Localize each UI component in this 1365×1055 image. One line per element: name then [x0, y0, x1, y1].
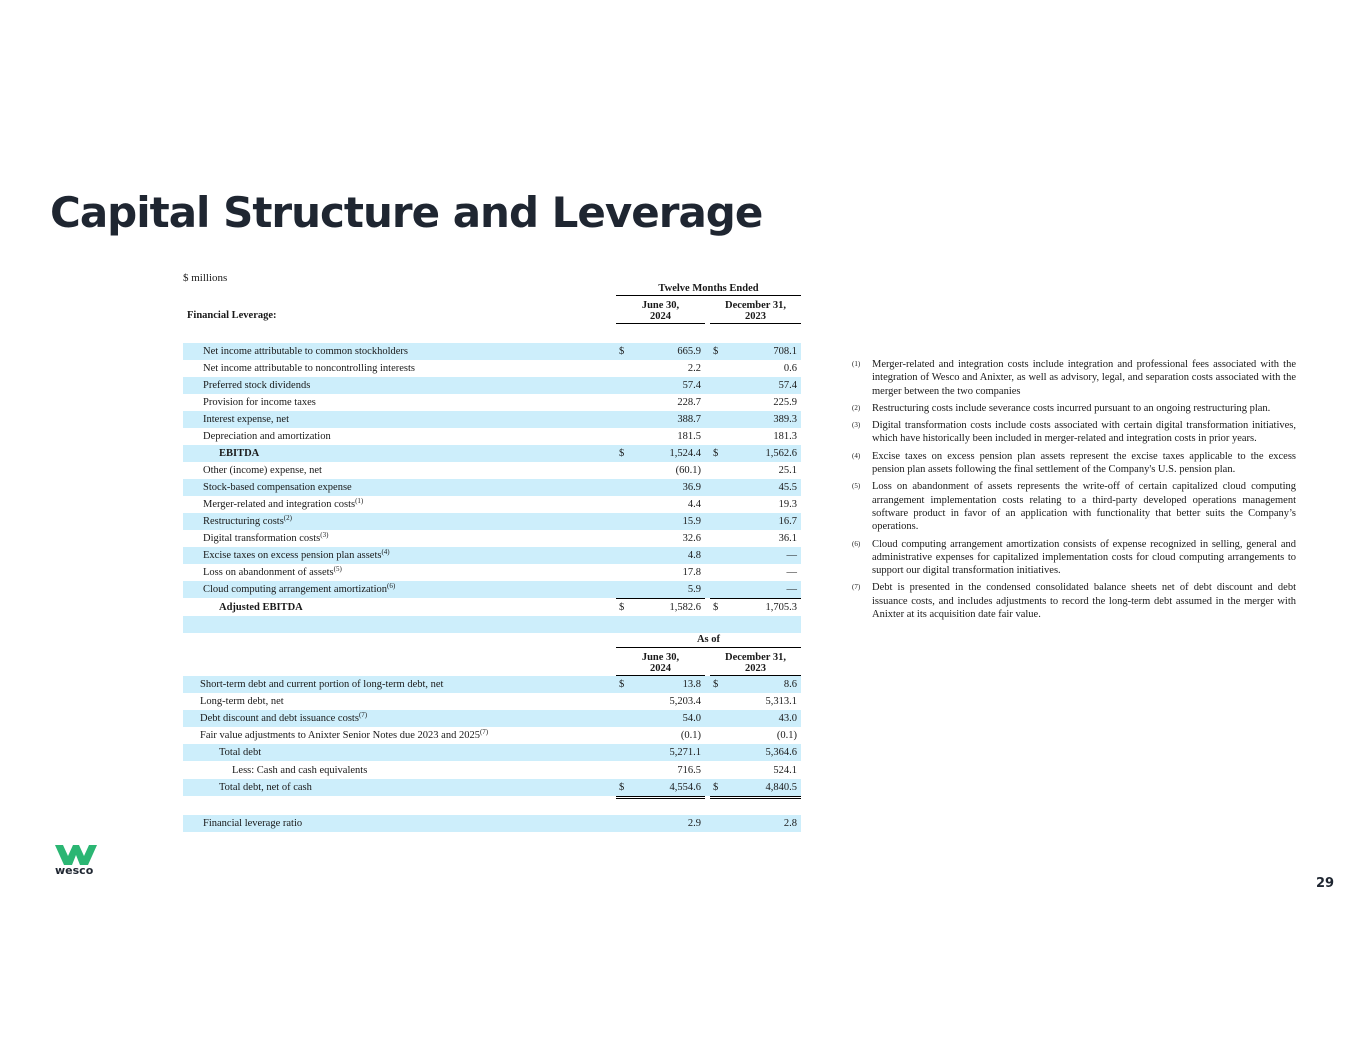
leverage-period-header: Twelve Months Ended	[658, 283, 759, 294]
value-col-2	[710, 744, 801, 761]
footnote-ref: (4)	[381, 548, 390, 556]
cell-value: 181.5	[677, 431, 701, 442]
header-rule	[616, 647, 801, 648]
row-label: Loss on abandonment of assets$^{(5)}$	[203, 565, 342, 578]
currency-symbol: $	[713, 346, 719, 357]
cell-value: 5.9	[687, 584, 701, 595]
value-col-1	[616, 377, 705, 394]
value-col-2	[710, 445, 801, 462]
value-col-2	[710, 462, 801, 479]
cell-value: 5,203.4	[669, 696, 701, 707]
value-col-1	[616, 727, 705, 745]
value-col-1	[616, 581, 705, 599]
leverage-row	[183, 599, 801, 616]
value-col-1	[616, 360, 705, 377]
cell-value: 2.9	[687, 818, 701, 829]
footnote-ref: (6)	[387, 582, 396, 590]
currency-symbol: $	[619, 782, 625, 793]
cell-value: 1,562.6	[765, 448, 797, 459]
leverage-row	[183, 513, 801, 530]
leverage-row	[183, 360, 801, 377]
cell-value: 8.6	[783, 679, 797, 690]
cell-value: 16.7	[778, 516, 797, 527]
cell-value: (0.1)	[680, 730, 701, 741]
leverage-row	[183, 343, 801, 360]
cell-value: 225.9	[773, 397, 797, 408]
row-label: Digital transformation costs$^{(3)}$	[203, 531, 329, 544]
debt-row	[183, 744, 801, 761]
cell-value: 57.4	[778, 380, 797, 391]
cell-value: 2.8	[783, 818, 797, 829]
value-col-2	[710, 428, 801, 446]
currency-symbol: $	[713, 782, 719, 793]
footnote-number: (4)	[852, 451, 861, 460]
cell-value: —	[786, 584, 797, 595]
row-label: Excise taxes on excess pension plan assets$^{(4)}$	[203, 548, 390, 561]
leverage-row	[183, 411, 801, 428]
cell-value: 1,582.6	[669, 602, 701, 613]
page-number: 29	[1316, 876, 1335, 891]
value-col-2	[710, 693, 801, 710]
footnote-text: Excise taxes on excess pension plan assets represent the excise taxes applicable to the excess pension plan assets following the final settlement of the Company's U.S. pension plan.	[872, 450, 1296, 476]
row-label: Long-term debt, net	[200, 696, 284, 707]
footnote	[852, 358, 1296, 398]
cell-value: 5,364.6	[765, 747, 797, 758]
cell-value: 2.2	[687, 363, 701, 374]
cell-value: 389.3	[773, 414, 797, 425]
value-col-1	[616, 564, 705, 581]
cell-value: 4,554.6	[669, 782, 701, 793]
debt-col2-header: December 31, 2023	[724, 652, 787, 674]
footnote	[852, 419, 1296, 446]
cell-value: 665.9	[677, 346, 701, 357]
currency-symbol: $	[619, 602, 625, 613]
value-col-1	[616, 676, 705, 693]
value-col-1	[616, 710, 705, 727]
currency-symbol: $	[713, 448, 719, 459]
footnote-text: Loss on abandonment of assets represents the write-off of certain capitalized cloud computing arrangement implementation costs relating to a third-party developed operations management software product in favor of an application with functionality that better suits the Company’s operations.	[872, 481, 1296, 533]
cell-value: 13.8	[682, 679, 701, 690]
value-col-1	[616, 547, 705, 564]
currency-symbol: $	[619, 448, 625, 459]
value-col-2	[710, 394, 801, 411]
cell-value: 36.1	[778, 533, 797, 544]
value-col-2	[710, 581, 801, 599]
cell-value: 45.5	[778, 482, 797, 493]
debt-row	[183, 710, 801, 727]
leverage-col1-header: June 30, 2024	[641, 300, 680, 322]
value-col-1	[616, 394, 705, 411]
footnote-ref: (3)	[320, 531, 329, 539]
value-col-1	[616, 779, 705, 799]
debt-row	[183, 693, 801, 710]
value-col-1	[616, 428, 705, 446]
financial-leverage-label: Financial Leverage:	[187, 310, 277, 321]
cell-value: —	[786, 550, 797, 561]
row-label: Restructuring costs$^{(2)}$	[203, 514, 292, 527]
value-col-1	[616, 445, 705, 462]
row-label: Net income attributable to noncontrolling interests	[203, 363, 415, 374]
footnote-ref: (5)	[333, 565, 342, 573]
value-col-2	[710, 343, 801, 360]
leverage-row	[183, 428, 801, 445]
currency-symbol: $	[619, 346, 625, 357]
cell-value: 716.5	[677, 765, 701, 776]
value-col-1	[616, 496, 705, 513]
value-col-1	[616, 815, 705, 832]
row-label: Other (income) expense, net	[203, 465, 322, 476]
cell-value: —	[786, 567, 797, 578]
row-label: Total debt, net of cash	[219, 782, 312, 793]
logo-text: wesco	[55, 864, 94, 877]
value-col-2	[710, 762, 801, 780]
value-col-2	[710, 676, 801, 693]
value-col-2	[710, 411, 801, 428]
value-col-1	[616, 479, 705, 496]
value-col-1	[616, 693, 705, 710]
footnote-number: (6)	[852, 539, 861, 548]
row-label: Merger-related and integration costs$^{(1)}$	[203, 497, 364, 510]
cell-value: 4.8	[687, 550, 701, 561]
cell-value: 57.4	[682, 380, 701, 391]
cell-value: 1,524.4	[669, 448, 701, 459]
leverage-row	[183, 496, 801, 513]
row-label: Less: Cash and cash equivalents	[232, 765, 368, 776]
debt-row	[183, 727, 801, 744]
leverage-row	[183, 445, 801, 462]
footnote-ref: (7)	[479, 728, 489, 736]
spacer-row	[183, 616, 801, 633]
footnote-ref: (7)	[358, 711, 368, 719]
value-col-2	[710, 815, 801, 832]
footnote-number: (7)	[852, 583, 861, 592]
value-col-2	[710, 779, 801, 799]
footnote-ref: (1)	[355, 497, 364, 505]
leverage-col2-header: December 31, 2023	[724, 300, 787, 322]
wesco-logo-icon	[55, 845, 97, 865]
footnote-number: (5)	[852, 482, 861, 491]
leverage-row	[183, 377, 801, 394]
row-label: Interest expense, net	[203, 414, 290, 425]
cell-value: 1,705.3	[765, 602, 797, 613]
footnote	[852, 450, 1296, 477]
cell-value: 25.1	[778, 465, 797, 476]
footnote-number: (1)	[852, 360, 861, 368]
cell-value: 17.8	[682, 567, 701, 578]
leverage-row	[183, 530, 801, 547]
currency-symbol: $	[713, 679, 719, 690]
cell-value: 388.7	[677, 414, 701, 425]
footnote-number: (2)	[852, 403, 861, 412]
cell-value: 0.6	[783, 363, 797, 374]
footnote	[852, 581, 1296, 621]
value-col-1	[616, 744, 705, 761]
footnote-number: (3)	[852, 421, 861, 430]
row-label: EBITDA	[219, 448, 260, 459]
leverage-row	[183, 564, 801, 581]
value-col-1	[616, 530, 705, 547]
row-label: Cloud computing arrangement amortization$^{(6)}$	[203, 582, 396, 595]
cell-value: 524.1	[773, 765, 797, 776]
value-col-1	[616, 462, 705, 479]
cell-value: (60.1)	[675, 465, 701, 476]
debt-col1-header: June 30, 2024	[641, 652, 680, 674]
cell-value: 5,313.1	[765, 696, 797, 707]
cell-value: 181.3	[773, 431, 797, 442]
debt-period-header: As of	[696, 634, 721, 645]
row-label: Short-term debt and current portion of long-term debt, net	[200, 679, 444, 690]
row-label: Debt discount and debt issuance costs$^{(7)}$	[200, 711, 368, 724]
row-label: Depreciation and amortization	[203, 431, 331, 442]
row-label: Total debt	[219, 747, 262, 758]
value-col-2	[710, 564, 801, 581]
cell-value: 5,271.1	[669, 747, 701, 758]
page-title: Capital Structure and Leverage	[50, 188, 763, 237]
leverage-row	[183, 581, 801, 598]
row-label: Preferred stock dividends	[203, 380, 311, 391]
debt-row	[183, 815, 801, 832]
units-label: $ millions	[183, 272, 228, 284]
value-col-2	[710, 360, 801, 377]
footnotes	[852, 358, 1296, 625]
cell-value: 4,840.5	[765, 782, 797, 793]
leverage-row	[183, 462, 801, 479]
value-col-1	[616, 343, 705, 360]
leverage-row	[183, 547, 801, 564]
value-col-1	[616, 762, 705, 780]
cell-value: (0.1)	[776, 730, 797, 741]
cell-value: 19.3	[778, 499, 797, 510]
value-col-2	[710, 727, 801, 745]
value-col-1	[616, 513, 705, 530]
footnote-text: Digital transformation costs include costs associated with certain digital transformation initiatives, which have historically been included in merger-related and integration costs in prior years.	[872, 420, 1296, 445]
debt-row	[183, 779, 801, 796]
row-label: Stock-based compensation expense	[203, 482, 352, 493]
header-rule	[616, 295, 801, 296]
cell-value: 708.1	[773, 346, 797, 357]
cell-value: 32.6	[682, 533, 701, 544]
debt-row	[183, 762, 801, 779]
footnote-text: Merger-related and integration costs include integration and professional fees associated with the integration of Wesco and Anixter, as well as advisory, legal, and separation costs associated with the merger between the two companies	[872, 359, 1296, 397]
footnote-text: Restructuring costs include severance costs incurred pursuant to an ongoing restructuring plan.	[872, 402, 1271, 414]
value-col-2	[710, 710, 801, 727]
footnote	[852, 538, 1296, 578]
row-label: Provision for income taxes	[203, 397, 316, 408]
value-col-2	[710, 377, 801, 394]
cell-value: 43.0	[778, 713, 797, 724]
leverage-row	[183, 394, 801, 411]
leverage-row	[183, 479, 801, 496]
footnote	[852, 480, 1296, 533]
cell-value: 4.4	[687, 499, 701, 510]
footnote-text: Debt is presented in the condensed consolidated balance sheets net of debt discount and debt issuance costs, and includes adjustments to record the long-term debt assumed in the merger with Anixter at its acquisition date fair value.	[872, 582, 1296, 621]
value-col-1	[616, 411, 705, 428]
row-label: Fair value adjustments to Anixter Senior Notes due 2023 and 2025$^{(7)}$	[200, 728, 489, 741]
logo-mark	[55, 845, 97, 865]
cell-value: 36.9	[682, 482, 701, 493]
currency-symbol: $	[619, 679, 625, 690]
row-label: Net income attributable to common stockholders	[203, 346, 408, 357]
footnote	[852, 402, 1296, 415]
value-col-2	[710, 479, 801, 496]
value-col-2	[710, 513, 801, 530]
footnote-ref: (2)	[283, 514, 292, 522]
cell-value: 15.9	[682, 516, 701, 527]
currency-symbol: $	[713, 602, 719, 613]
value-col-2	[710, 530, 801, 547]
row-label: Financial leverage ratio	[203, 818, 303, 829]
header-rule	[710, 323, 801, 324]
debt-row	[183, 676, 801, 693]
footnote-text: Cloud computing arrangement amortization consists of expense recognized in selling, general and administrative expenses for capitalized implementation costs for cloud computing arrangements to support our digital transformation initiatives.	[872, 538, 1296, 577]
header-rule	[616, 323, 705, 324]
row-label: Adjusted EBITDA	[219, 602, 303, 613]
cell-value: 54.0	[682, 713, 701, 724]
value-col-2	[710, 547, 801, 564]
value-col-2	[710, 496, 801, 513]
cell-value: 228.7	[677, 397, 701, 408]
